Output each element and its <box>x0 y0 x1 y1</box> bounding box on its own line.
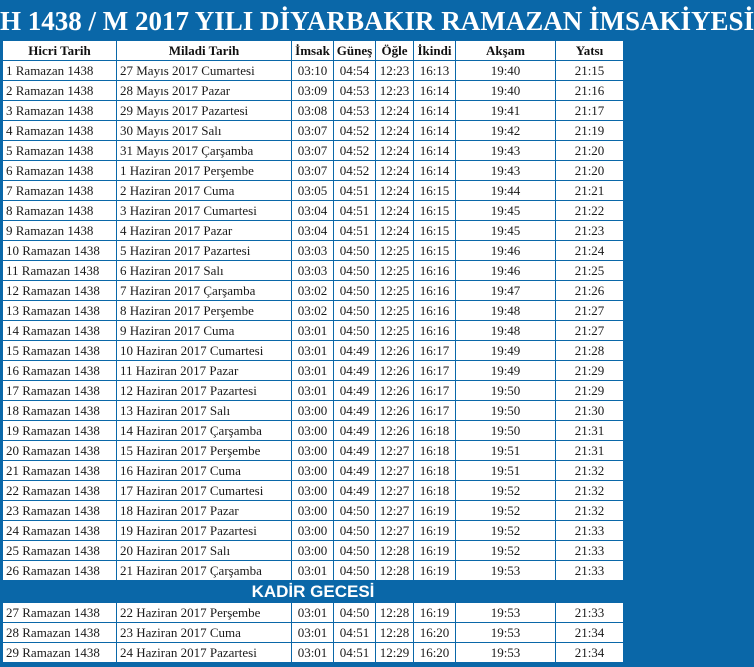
cell-gunes: 04:49 <box>334 341 376 361</box>
cell-imsak: 03:00 <box>292 421 334 441</box>
cell-yatsi: 21:32 <box>556 501 624 521</box>
cell-aksam: 19:50 <box>456 381 556 401</box>
cell-gunes: 04:51 <box>334 623 376 643</box>
cell-hicri-tarih: 25 Ramazan 1438 <box>3 541 117 561</box>
table-row <box>3 61 624 81</box>
table-row <box>3 141 624 161</box>
cell-ogle: 12:28 <box>376 541 414 561</box>
table-row <box>3 643 624 663</box>
cell-hicri-tarih: 3 Ramazan 1438 <box>3 101 117 121</box>
cell-ogle: 12:24 <box>376 201 414 221</box>
cell-miladi-tarih: 19 Haziran 2017 Pazartesi <box>117 521 292 541</box>
cell-ogle: 12:27 <box>376 521 414 541</box>
cell-aksam: 19:50 <box>456 401 556 421</box>
cell-aksam: 19:43 <box>456 141 556 161</box>
col-hicri-tarih: Hicri Tarih <box>3 41 117 61</box>
table-row <box>3 603 624 623</box>
cell-imsak: 03:02 <box>292 281 334 301</box>
cell-aksam: 19:48 <box>456 321 556 341</box>
cell-hicri-tarih: 24 Ramazan 1438 <box>3 521 117 541</box>
cell-imsak: 03:10 <box>292 61 334 81</box>
table-row <box>3 401 624 421</box>
cell-ogle: 12:26 <box>376 341 414 361</box>
cell-gunes: 04:49 <box>334 481 376 501</box>
cell-imsak: 03:07 <box>292 161 334 181</box>
cell-ogle: 12:24 <box>376 221 414 241</box>
cell-miladi-tarih: 14 Haziran 2017 Çarşamba <box>117 421 292 441</box>
cell-gunes: 04:50 <box>334 521 376 541</box>
table-row <box>3 421 624 441</box>
table-row <box>3 361 624 381</box>
cell-ogle: 12:23 <box>376 61 414 81</box>
cell-hicri-tarih: 28 Ramazan 1438 <box>3 623 117 643</box>
cell-ikindi: 16:18 <box>414 421 456 441</box>
cell-hicri-tarih: 8 Ramazan 1438 <box>3 201 117 221</box>
table-row <box>3 521 624 541</box>
col-miladi-tarih: Miladi Tarih <box>117 41 292 61</box>
cell-hicri-tarih: 21 Ramazan 1438 <box>3 461 117 481</box>
cell-ogle: 12:24 <box>376 121 414 141</box>
cell-ikindi: 16:15 <box>414 181 456 201</box>
cell-gunes: 04:51 <box>334 201 376 221</box>
cell-aksam: 19:46 <box>456 241 556 261</box>
cell-miladi-tarih: 3 Haziran 2017 Cumartesi <box>117 201 292 221</box>
cell-gunes: 04:50 <box>334 281 376 301</box>
cell-gunes: 04:49 <box>334 401 376 421</box>
cell-aksam: 19:49 <box>456 361 556 381</box>
cell-imsak: 03:00 <box>292 521 334 541</box>
cell-imsak: 03:01 <box>292 341 334 361</box>
cell-yatsi: 21:33 <box>556 541 624 561</box>
cell-ikindi: 16:19 <box>414 603 456 623</box>
cell-miladi-tarih: 28 Mayıs 2017 Pazar <box>117 81 292 101</box>
cell-aksam: 19:51 <box>456 461 556 481</box>
table-row <box>3 281 624 301</box>
cell-miladi-tarih: 27 Mayıs 2017 Cumartesi <box>117 61 292 81</box>
cell-yatsi: 21:34 <box>556 623 624 643</box>
cell-miladi-tarih: 30 Mayıs 2017 Salı <box>117 121 292 141</box>
table-row <box>3 441 624 461</box>
cell-miladi-tarih: 24 Haziran 2017 Pazartesi <box>117 643 292 663</box>
cell-gunes: 04:49 <box>334 441 376 461</box>
cell-imsak: 03:00 <box>292 461 334 481</box>
cell-gunes: 04:50 <box>334 301 376 321</box>
cell-ogle: 12:24 <box>376 181 414 201</box>
cell-ikindi: 16:14 <box>414 161 456 181</box>
cell-miladi-tarih: 20 Haziran 2017 Salı <box>117 541 292 561</box>
table-row <box>3 501 624 521</box>
cell-ikindi: 16:14 <box>414 121 456 141</box>
cell-yatsi: 21:26 <box>556 281 624 301</box>
col-aksam: Akşam <box>456 41 556 61</box>
cell-yatsi: 21:20 <box>556 161 624 181</box>
cell-hicri-tarih: 20 Ramazan 1438 <box>3 441 117 461</box>
cell-gunes: 04:49 <box>334 461 376 481</box>
col-yatsi: Yatsı <box>556 41 624 61</box>
cell-hicri-tarih: 7 Ramazan 1438 <box>3 181 117 201</box>
cell-ikindi: 16:17 <box>414 381 456 401</box>
cell-aksam: 19:50 <box>456 421 556 441</box>
cell-aksam: 19:52 <box>456 521 556 541</box>
cell-aksam: 19:40 <box>456 81 556 101</box>
col-ikindi: İkindi <box>414 41 456 61</box>
table-row <box>3 261 624 281</box>
cell-hicri-tarih: 22 Ramazan 1438 <box>3 481 117 501</box>
cell-gunes: 04:49 <box>334 421 376 441</box>
cell-imsak: 03:01 <box>292 361 334 381</box>
cell-hicri-tarih: 5 Ramazan 1438 <box>3 141 117 161</box>
cell-gunes: 04:53 <box>334 101 376 121</box>
cell-gunes: 04:50 <box>334 321 376 341</box>
table-row <box>3 221 624 241</box>
cell-yatsi: 21:28 <box>556 341 624 361</box>
cell-ikindi: 16:16 <box>414 321 456 341</box>
cell-miladi-tarih: 23 Haziran 2017 Cuma <box>117 623 292 643</box>
cell-hicri-tarih: 19 Ramazan 1438 <box>3 421 117 441</box>
cell-miladi-tarih: 31 Mayıs 2017 Çarşamba <box>117 141 292 161</box>
cell-gunes: 04:49 <box>334 361 376 381</box>
cell-imsak: 03:00 <box>292 401 334 421</box>
cell-yatsi: 21:15 <box>556 61 624 81</box>
cell-miladi-tarih: 4 Haziran 2017 Pazar <box>117 221 292 241</box>
col-gunes: Güneş <box>334 41 376 61</box>
cell-aksam: 19:42 <box>456 121 556 141</box>
table-row <box>3 381 624 401</box>
cell-miladi-tarih: 7 Haziran 2017 Çarşamba <box>117 281 292 301</box>
cell-miladi-tarih: 18 Haziran 2017 Pazar <box>117 501 292 521</box>
kadir-section <box>3 581 624 603</box>
cell-ogle: 12:23 <box>376 81 414 101</box>
cell-yatsi: 21:27 <box>556 321 624 341</box>
table-row <box>3 481 624 501</box>
cell-imsak: 03:01 <box>292 603 334 623</box>
kadir-gecesi-label: KADİR GECESİ <box>3 581 624 603</box>
cell-hicri-tarih: 27 Ramazan 1438 <box>3 603 117 623</box>
table-row <box>3 341 624 361</box>
cell-miladi-tarih: 12 Haziran 2017 Pazartesi <box>117 381 292 401</box>
cell-aksam: 19:53 <box>456 603 556 623</box>
cell-miladi-tarih: 10 Haziran 2017 Cumartesi <box>117 341 292 361</box>
cell-imsak: 03:04 <box>292 221 334 241</box>
cell-hicri-tarih: 12 Ramazan 1438 <box>3 281 117 301</box>
cell-aksam: 19:53 <box>456 561 556 581</box>
cell-ogle: 12:26 <box>376 361 414 381</box>
cell-imsak: 03:07 <box>292 141 334 161</box>
cell-miladi-tarih: 29 Mayıs 2017 Pazartesi <box>117 101 292 121</box>
cell-ogle: 12:26 <box>376 381 414 401</box>
cell-ogle: 12:27 <box>376 481 414 501</box>
cell-ogle: 12:25 <box>376 301 414 321</box>
cell-yatsi: 21:23 <box>556 221 624 241</box>
cell-yatsi: 21:17 <box>556 101 624 121</box>
cell-ikindi: 16:18 <box>414 461 456 481</box>
cell-imsak: 03:01 <box>292 321 334 341</box>
cell-ikindi: 16:17 <box>414 401 456 421</box>
table-row <box>3 461 624 481</box>
cell-hicri-tarih: 15 Ramazan 1438 <box>3 341 117 361</box>
cell-ikindi: 16:17 <box>414 361 456 381</box>
table-row <box>3 201 624 221</box>
cell-imsak: 03:00 <box>292 481 334 501</box>
table-body <box>3 61 624 581</box>
cell-gunes: 04:50 <box>334 261 376 281</box>
cell-ikindi: 16:20 <box>414 623 456 643</box>
cell-hicri-tarih: 6 Ramazan 1438 <box>3 161 117 181</box>
cell-ikindi: 16:14 <box>414 101 456 121</box>
cell-ikindi: 16:15 <box>414 241 456 261</box>
table-row <box>3 623 624 643</box>
cell-gunes: 04:53 <box>334 81 376 101</box>
cell-yatsi: 21:19 <box>556 121 624 141</box>
cell-aksam: 19:52 <box>456 541 556 561</box>
cell-yatsi: 21:21 <box>556 181 624 201</box>
header-row <box>3 41 624 61</box>
cell-yatsi: 21:32 <box>556 461 624 481</box>
cell-ikindi: 16:18 <box>414 481 456 501</box>
cell-ogle: 12:24 <box>376 161 414 181</box>
cell-ogle: 12:25 <box>376 321 414 341</box>
table-row <box>3 181 624 201</box>
cell-yatsi: 21:16 <box>556 81 624 101</box>
cell-miladi-tarih: 9 Haziran 2017 Cuma <box>117 321 292 341</box>
cell-gunes: 04:50 <box>334 501 376 521</box>
cell-gunes: 04:50 <box>334 541 376 561</box>
cell-imsak: 03:04 <box>292 201 334 221</box>
cell-miladi-tarih: 21 Haziran 2017 Çarşamba <box>117 561 292 581</box>
cell-hicri-tarih: 16 Ramazan 1438 <box>3 361 117 381</box>
cell-ikindi: 16:16 <box>414 281 456 301</box>
cell-ikindi: 16:14 <box>414 81 456 101</box>
cell-miladi-tarih: 13 Haziran 2017 Salı <box>117 401 292 421</box>
cell-yatsi: 21:24 <box>556 241 624 261</box>
cell-hicri-tarih: 26 Ramazan 1438 <box>3 561 117 581</box>
cell-miladi-tarih: 1 Haziran 2017 Perşembe <box>117 161 292 181</box>
cell-ikindi: 16:14 <box>414 141 456 161</box>
cell-ikindi: 16:19 <box>414 541 456 561</box>
cell-yatsi: 21:33 <box>556 521 624 541</box>
cell-aksam: 19:45 <box>456 201 556 221</box>
cell-aksam: 19:53 <box>456 623 556 643</box>
table-row <box>3 121 624 141</box>
cell-imsak: 03:01 <box>292 381 334 401</box>
cell-aksam: 19:43 <box>456 161 556 181</box>
cell-imsak: 03:00 <box>292 541 334 561</box>
cell-ogle: 12:26 <box>376 401 414 421</box>
cell-ogle: 12:24 <box>376 101 414 121</box>
cell-ikindi: 16:19 <box>414 561 456 581</box>
cell-hicri-tarih: 14 Ramazan 1438 <box>3 321 117 341</box>
cell-miladi-tarih: 15 Haziran 2017 Perşembe <box>117 441 292 461</box>
cell-yatsi: 21:34 <box>556 643 624 663</box>
cell-ikindi: 16:15 <box>414 201 456 221</box>
cell-imsak: 03:03 <box>292 241 334 261</box>
cell-hicri-tarih: 13 Ramazan 1438 <box>3 301 117 321</box>
cell-ogle: 12:25 <box>376 281 414 301</box>
cell-aksam: 19:41 <box>456 101 556 121</box>
imsakiye-table <box>2 40 624 663</box>
cell-ogle: 12:25 <box>376 241 414 261</box>
cell-aksam: 19:45 <box>456 221 556 241</box>
cell-gunes: 04:50 <box>334 241 376 261</box>
kadir-gecesi-row <box>3 581 624 603</box>
table-row <box>3 101 624 121</box>
cell-imsak: 03:00 <box>292 501 334 521</box>
cell-ikindi: 16:18 <box>414 441 456 461</box>
cell-yatsi: 21:25 <box>556 261 624 281</box>
cell-yatsi: 21:33 <box>556 561 624 581</box>
cell-miladi-tarih: 16 Haziran 2017 Cuma <box>117 461 292 481</box>
cell-imsak: 03:09 <box>292 81 334 101</box>
cell-gunes: 04:51 <box>334 643 376 663</box>
cell-yatsi: 21:29 <box>556 381 624 401</box>
cell-gunes: 04:51 <box>334 221 376 241</box>
cell-miladi-tarih: 5 Haziran 2017 Pazartesi <box>117 241 292 261</box>
cell-yatsi: 21:31 <box>556 441 624 461</box>
cell-hicri-tarih: 23 Ramazan 1438 <box>3 501 117 521</box>
cell-ogle: 12:27 <box>376 461 414 481</box>
cell-ikindi: 16:17 <box>414 341 456 361</box>
cell-miladi-tarih: 2 Haziran 2017 Cuma <box>117 181 292 201</box>
cell-yatsi: 21:27 <box>556 301 624 321</box>
cell-miladi-tarih: 11 Haziran 2017 Pazar <box>117 361 292 381</box>
cell-aksam: 19:48 <box>456 301 556 321</box>
cell-ogle: 12:28 <box>376 603 414 623</box>
cell-ogle: 12:28 <box>376 623 414 643</box>
cell-hicri-tarih: 1 Ramazan 1438 <box>3 61 117 81</box>
table-row <box>3 321 624 341</box>
cell-gunes: 04:50 <box>334 603 376 623</box>
cell-aksam: 19:53 <box>456 643 556 663</box>
cell-yatsi: 21:32 <box>556 481 624 501</box>
cell-imsak: 03:01 <box>292 623 334 643</box>
cell-ogle: 12:27 <box>376 441 414 461</box>
cell-hicri-tarih: 29 Ramazan 1438 <box>3 643 117 663</box>
cell-ogle: 12:26 <box>376 421 414 441</box>
cell-gunes: 04:52 <box>334 141 376 161</box>
cell-gunes: 04:49 <box>334 381 376 401</box>
cell-ogle: 12:27 <box>376 501 414 521</box>
cell-imsak: 03:02 <box>292 301 334 321</box>
cell-imsak: 03:01 <box>292 643 334 663</box>
page-title: H 1438 / M 2017 YILI DİYARBAKIR RAMAZAN İMSAKİYESİ <box>0 6 754 36</box>
cell-aksam: 19:51 <box>456 441 556 461</box>
cell-yatsi: 21:33 <box>556 603 624 623</box>
cell-hicri-tarih: 2 Ramazan 1438 <box>3 81 117 101</box>
cell-gunes: 04:54 <box>334 61 376 81</box>
cell-aksam: 19:52 <box>456 501 556 521</box>
cell-miladi-tarih: 17 Haziran 2017 Cumartesi <box>117 481 292 501</box>
table-row <box>3 81 624 101</box>
table-row <box>3 241 624 261</box>
cell-hicri-tarih: 17 Ramazan 1438 <box>3 381 117 401</box>
cell-miladi-tarih: 6 Haziran 2017 Salı <box>117 261 292 281</box>
table-row <box>3 561 624 581</box>
cell-aksam: 19:52 <box>456 481 556 501</box>
cell-ogle: 12:28 <box>376 561 414 581</box>
table-row <box>3 161 624 181</box>
cell-hicri-tarih: 18 Ramazan 1438 <box>3 401 117 421</box>
cell-ikindi: 16:20 <box>414 643 456 663</box>
cell-ikindi: 16:15 <box>414 221 456 241</box>
cell-yatsi: 21:29 <box>556 361 624 381</box>
cell-ogle: 12:24 <box>376 141 414 161</box>
cell-aksam: 19:46 <box>456 261 556 281</box>
table-row <box>3 301 624 321</box>
cell-imsak: 03:00 <box>292 441 334 461</box>
table-body-after <box>3 603 624 663</box>
cell-miladi-tarih: 8 Haziran 2017 Perşembe <box>117 301 292 321</box>
table-row <box>3 541 624 561</box>
cell-ikindi: 16:19 <box>414 501 456 521</box>
cell-hicri-tarih: 9 Ramazan 1438 <box>3 221 117 241</box>
cell-ikindi: 16:19 <box>414 521 456 541</box>
cell-yatsi: 21:22 <box>556 201 624 221</box>
cell-imsak: 03:08 <box>292 101 334 121</box>
cell-imsak: 03:07 <box>292 121 334 141</box>
cell-ikindi: 16:16 <box>414 301 456 321</box>
cell-hicri-tarih: 11 Ramazan 1438 <box>3 261 117 281</box>
cell-gunes: 04:50 <box>334 561 376 581</box>
cell-imsak: 03:03 <box>292 261 334 281</box>
cell-aksam: 19:47 <box>456 281 556 301</box>
cell-ikindi: 16:13 <box>414 61 456 81</box>
cell-ikindi: 16:16 <box>414 261 456 281</box>
cell-gunes: 04:52 <box>334 121 376 141</box>
cell-gunes: 04:51 <box>334 181 376 201</box>
col-imsak: İmsak <box>292 41 334 61</box>
cell-ogle: 12:29 <box>376 643 414 663</box>
cell-aksam: 19:40 <box>456 61 556 81</box>
cell-imsak: 03:01 <box>292 561 334 581</box>
cell-hicri-tarih: 10 Ramazan 1438 <box>3 241 117 261</box>
cell-gunes: 04:52 <box>334 161 376 181</box>
cell-aksam: 19:44 <box>456 181 556 201</box>
cell-yatsi: 21:30 <box>556 401 624 421</box>
col-ogle: Öğle <box>376 41 414 61</box>
cell-imsak: 03:05 <box>292 181 334 201</box>
cell-aksam: 19:49 <box>456 341 556 361</box>
cell-ogle: 12:25 <box>376 261 414 281</box>
cell-yatsi: 21:31 <box>556 421 624 441</box>
cell-yatsi: 21:20 <box>556 141 624 161</box>
cell-hicri-tarih: 4 Ramazan 1438 <box>3 121 117 141</box>
cell-miladi-tarih: 22 Haziran 2017 Perşembe <box>117 603 292 623</box>
